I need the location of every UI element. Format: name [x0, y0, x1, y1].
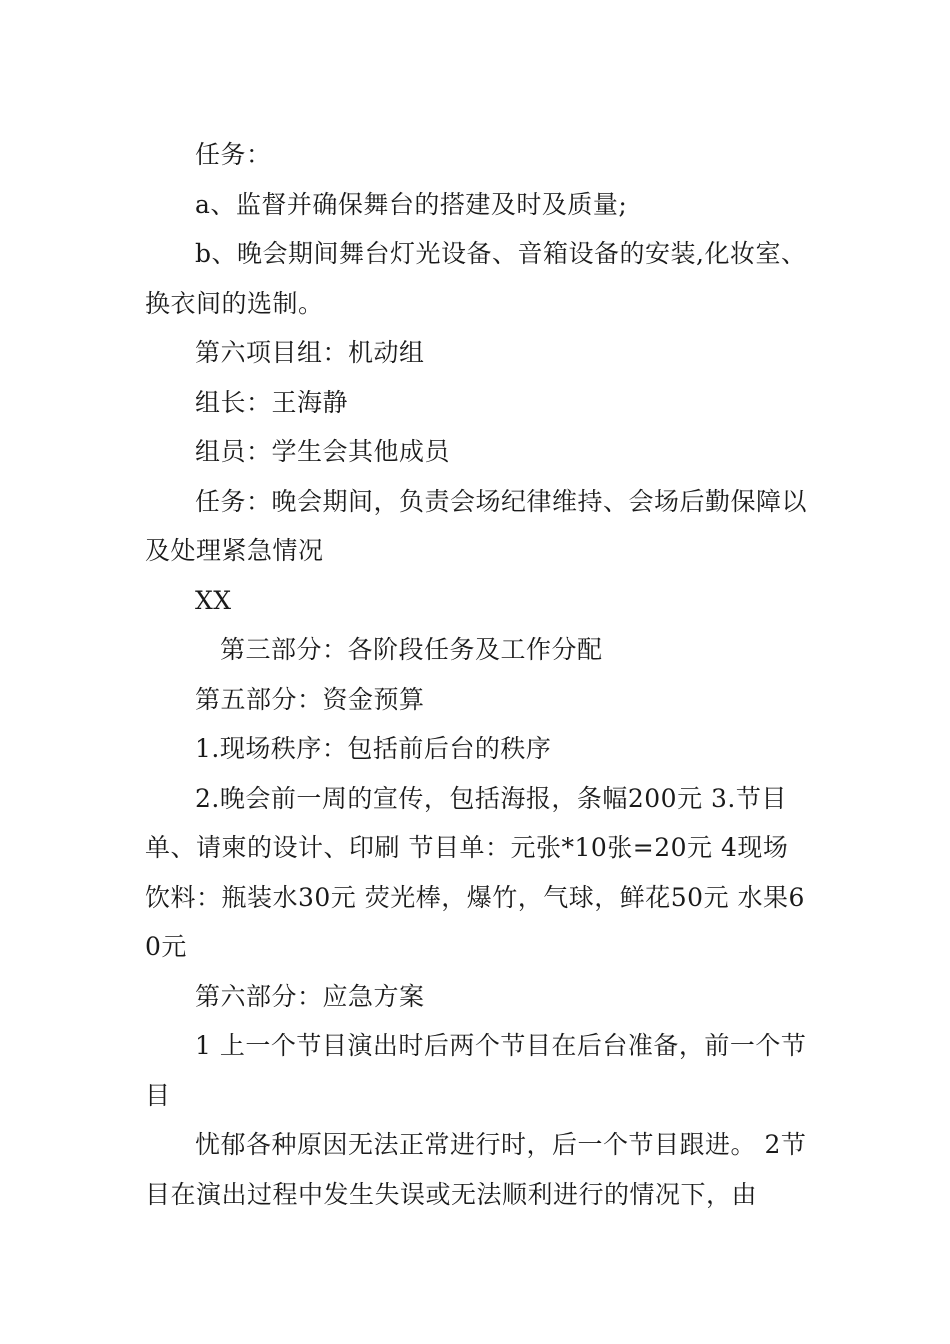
paragraph-emergency-2: 忧郁各种原因无法正常进行时，后一个节目跟进。 2节目在演出过程中发生失误或无法顺利进行的情况下，由: [145, 1130, 807, 1209]
paragraph-budget-items: 2.晚会前一周的宣传，包括海报，条幅200元 3.节目单、请柬的设计、印刷 节目单：元张*10张=20元 4现场饮料：瓶装水30元 荧光棒，爆竹，气球，鲜花50元 水果60元: [145, 783, 805, 961]
paragraph-group-leader: 组长：王海静: [195, 387, 349, 417]
paragraph-task-b: b、晚会期间舞台灯光设备、音箱设备的安装,化妆室、换衣间的选制。: [145, 239, 807, 318]
paragraph-budget-item-1: 1.现场秩序：包括前后台的秩序: [195, 734, 552, 763]
paragraph-part-six-heading: 第六部分：应急方案: [195, 981, 425, 1011]
document-body: [145, 130, 810, 1219]
paragraph-xx: XX: [195, 585, 232, 615]
paragraph-task-label: 任务：: [195, 140, 272, 169]
paragraph-group-six-heading: 第六项目组：机动组: [195, 338, 425, 367]
paragraph-task-a: a、监督并确保舞台的搭建及时及质量;: [195, 189, 628, 219]
paragraph-emergency-1: 1 上一个节目演出时后两个节目在后台准备，前一个节目: [145, 1031, 807, 1110]
paragraph-group-task: 任务：晚会期间，负责会场纪律维持、会场后勤保障以及处理紧急情况: [145, 486, 808, 565]
paragraph-part-three-heading: 第三部分：各阶段任务及工作分配: [220, 635, 603, 664]
paragraph-group-members: 组员：学生会其他成员: [195, 437, 451, 466]
paragraph-part-five-heading: 第五部分：资金预算: [195, 684, 425, 714]
